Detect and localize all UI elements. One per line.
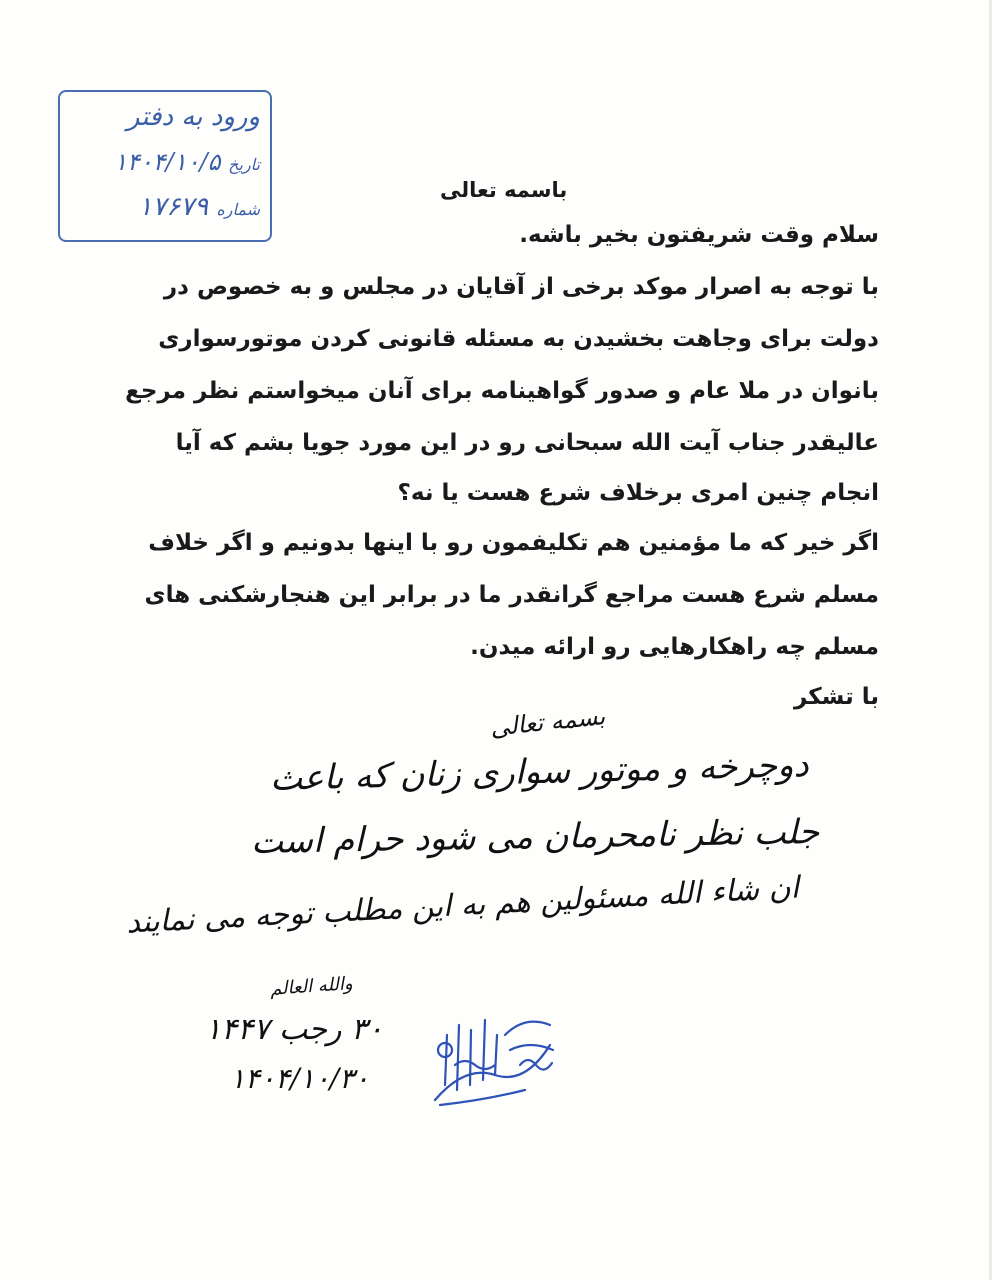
letter-heading: باسمه تعالی xyxy=(440,178,568,202)
letter-line: مسلم شرع هست مراجع گرانقدر ما در برابر این هنجارشکنی های xyxy=(144,582,879,608)
stamp-date-label: تاریخ xyxy=(228,155,260,174)
reply-line: دوچرخه و موتور سواری زنان که باعث xyxy=(269,744,810,800)
seal-calligraphy-icon xyxy=(425,1005,560,1110)
office-seal xyxy=(425,1005,560,1110)
reply-closing: والله العالم xyxy=(269,973,354,1000)
letter-body xyxy=(99,0,879,720)
stamp-title: ورود به دفتر xyxy=(126,102,260,132)
letter-line: بانوان در ملا عام و صدور گواهینامه برای آنان میخواستم نظر مرجع xyxy=(125,378,879,404)
reply-heading: بسمه تعالی xyxy=(488,702,607,742)
stamp-date: ۱۴۰۴/۱۰/۵ xyxy=(114,148,221,176)
letter-line: با توجه به اصرار موکد برخی از آقایان در مجلس و به خصوص در xyxy=(163,274,879,300)
letter-line: سلام وقت شریفتون بخیر باشه. xyxy=(519,222,879,248)
stamp-number-label: شماره xyxy=(216,200,260,219)
letter-line: دولت برای وجاهت بخشیدن به مسئله قانونی کردن موتورسواری xyxy=(158,326,879,352)
letter-line: اگر خیر که ما مؤمنین هم تکلیفمون رو با اینها بدونیم و اگر خلاف xyxy=(148,530,879,556)
reply-line: جلب نظر نامحرمان می شود حرام است xyxy=(250,812,820,862)
letter-line: عالیقدر جناب آیت الله سبحانی رو در این مورد جویا بشم که آیا xyxy=(175,430,879,456)
letter-line: مسلم چه راهکارهایی رو ارائه میدن. xyxy=(470,634,879,660)
stamp-number: ۱۷۶۷۹ xyxy=(138,192,209,222)
letter-signoff: با تشکر xyxy=(793,684,879,710)
reply-date-hijri: ۳۰ رجب ۱۴۴۷ xyxy=(205,1012,384,1047)
letter-line: انجام چنین امری برخلاف شرع هست یا نه؟ xyxy=(397,480,879,506)
reply-date-solar: ۱۴۰۴/۱۰/۳۰ xyxy=(230,1062,370,1095)
reply-line: ان شاء الله مسئولین هم به این مطلب توجه می نمایند xyxy=(125,870,800,941)
